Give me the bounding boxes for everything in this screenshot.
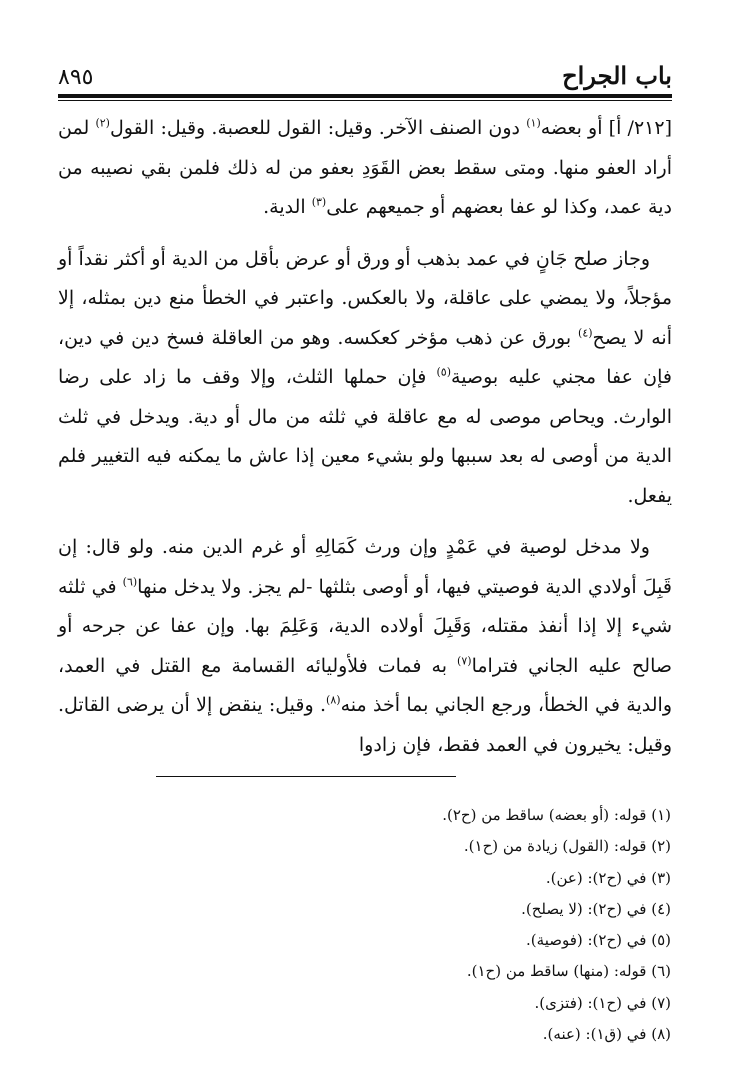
text-run: بورق عن ذهب مؤخر كعكسه. وهو من العاقلة فسخ دين في دين، فإن عفا مجني عليه بوصية: [58, 326, 672, 388]
text-run: دون الصنف الآخر. وقيل: القول للعصبة. وقيل: القول: [109, 117, 527, 139]
footnote-ref: (٦): [122, 575, 138, 589]
footnotes: [57, 800, 671, 1050]
footnote-separator: [156, 776, 456, 777]
text-run: لمن أراد العفو منها. ومتى سقط بعض القَوَدِ بعفو من له ذلك فلمن بقي نصيبه من دية عمد، وكذا لو عفا بعضهم أو جميعهم على: [58, 117, 672, 218]
text-run: به فمات فلأوليائه القسامة مع القتل في العمد، والدية في الخطأ، ورجع الجاني بما أخذ منه: [58, 654, 672, 716]
header-rule-thin: [58, 100, 672, 101]
footnote-ref: (٧): [457, 654, 472, 668]
footnote: (٢) قوله: (القول) زيادة من (ح١).: [463, 837, 671, 856]
page: [58, 48, 672, 777]
header-rule-thick: [58, 94, 672, 98]
text-run: [٢١٢/ أ] أو بعضه: [540, 117, 673, 139]
main-text: [58, 109, 672, 765]
page-number: ٨٩٥: [58, 65, 94, 90]
footnote: (٦) قوله: (منها) ساقط من (ح١).: [466, 962, 671, 981]
footnote: (٨) في (ق١): (عنه).: [542, 1025, 671, 1044]
text-run: في ثلثه شيء إلا إذا أنفذ مقتله، وَقَبِلَ أولاده الدية، وَعَلِمَ بها. وإن عفا عن جرحه أو صالح عليه الجاني فتراما: [58, 575, 672, 677]
text-run: فإن حملها الثلث، وإلا وقف ما زاد على رضا الوارث. ويحاص موصى له مع عاقلة في ثلثه من مال أو دية. ويدخل في ثلث الدية من أوصى له بعد سببها ولو بشيء معين إذا عاش ما يمكنه فيه التغيير فلم يفعل.: [58, 366, 672, 507]
paragraph: [58, 240, 672, 517]
footnote-ref: (٥): [436, 365, 452, 379]
page-header: [58, 48, 672, 90]
footnote: (٧) في (ح١): (فتزى).: [534, 993, 671, 1012]
paragraph: [58, 109, 672, 228]
footnote-ref: (٢): [95, 116, 110, 130]
footnote: (١) قوله: (أو بعضه) ساقط من (ح٢).: [442, 806, 671, 824]
text-run: . وقيل: ينقض إلا أن يرضى القاتل. وقيل: يخيرون في العمد فقط، فإن زادوا: [58, 694, 672, 756]
footnote: (٣) في (ح٢): (عن).: [545, 868, 671, 887]
chapter-title: باب الجراح: [562, 61, 672, 90]
footnote-ref: (١): [526, 116, 541, 130]
footnote: (٤) في (ح٢): (لا يصلح).: [521, 899, 671, 918]
footnote-ref: (٤): [578, 326, 593, 340]
paragraph: [58, 528, 672, 765]
footnote-ref: (٣): [311, 195, 327, 209]
footnote-ref: (٨): [326, 693, 341, 707]
text-run: وجاز صلح جَانٍ في عمد بذهب أو ورق أو عرض بأقل من الدية أو أكثر نقداً أو مؤجلاً، ولا يمضي على عاقلة، ولا بالعكس. واعتبر في الخطأ منع دين بمثله، إلا أنه لا يصح: [58, 247, 672, 349]
text-run: ولا مدخل لوصية في عَمْدٍ وإن ورث كَمَالِهِ أو غرم الدين منه. ولو قال: إن قَبِلَ أولادي الدية فوصيتي فيها، أو أوصى بثلثها -لم يجز. ولا يدخل منها: [58, 536, 672, 598]
text-run: الدية.: [263, 196, 312, 218]
footnote: (٥) في (ح٢): (فوصية).: [526, 931, 671, 950]
